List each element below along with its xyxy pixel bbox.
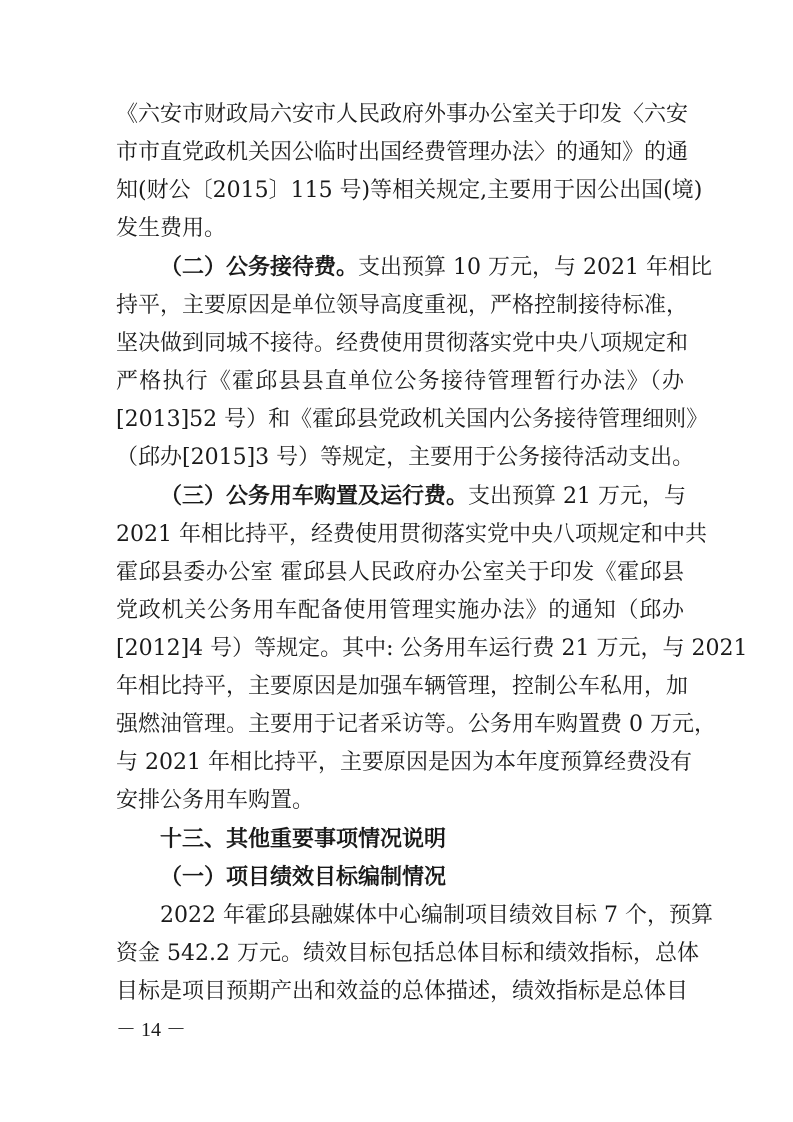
- paragraph-line: 年相比持平，主要原因是加强车辆管理，控制公车私用，加: [116, 674, 689, 699]
- paragraph-line: [2013]52 号）和《霍邱县党政机关国内公务接待管理细则》: [116, 407, 709, 432]
- paragraph-line: 目标是项目预期产出和效益的总体描述，绩效指标是总体目: [116, 979, 689, 1004]
- paragraph-line: 发生费用。: [116, 216, 227, 241]
- paragraph-line: 与 2021 年相比持平，主要原因是因为本年度预算经费没有: [116, 750, 692, 775]
- section-lead-vehicles: （三）公务用车购置及运行费。: [160, 484, 469, 509]
- section-heading: 十三、其他重要事项情况说明: [160, 827, 447, 852]
- paragraph-line: 强燃油管理。主要用于记者采访等。公务用车购置费 0 万元，: [116, 712, 716, 737]
- paragraph-text: 支出预算 21 万元，与: [468, 484, 686, 509]
- paragraph-line: 《六安市财政局六安市人民政府外事办公室关于印发〈六安: [116, 102, 689, 127]
- paragraph-first-line: [160, 478, 684, 516]
- paragraph-line: 资金 542.2 万元。绩效目标包括总体目标和绩效指标，总体: [116, 941, 699, 966]
- subsection-heading: （一）项目绩效目标编制情况: [160, 865, 447, 890]
- paragraph-first-line: [160, 249, 712, 287]
- paragraph-line: 严格执行《霍邱县县直单位公务接待管理暂行办法》（办: [116, 369, 684, 394]
- paragraph-line: 知(财公〔2015〕115 号)等相关规定,主要用于因公出国(境): [116, 178, 703, 203]
- paragraph-first-line: 2022 年霍邱县融媒体中心编制项目绩效目标 7 个，预算: [160, 903, 713, 928]
- paragraph-line: 安排公务用车购置。: [116, 788, 315, 813]
- paragraph-line: 坚决做到同城不接待。经费使用贯彻落实党中央八项规定和: [116, 331, 689, 356]
- paragraph-line: 2021 年相比持平，经费使用贯彻落实党中央八项规定和中共: [116, 522, 707, 547]
- paragraph-line: （邱办[2015]3 号）等规定，主要用于公务接待活动支出。: [116, 445, 695, 470]
- page-number: － 14 －: [116, 1019, 186, 1041]
- paragraph-line: 霍邱县委办公室 霍邱县人民政府办公室关于印发《霍邱县: [116, 560, 684, 585]
- paragraph-line: 持平，主要原因是单位领导高度重视，严格控制接待标准，: [116, 293, 689, 318]
- paragraph-text: 支出预算 10 万元，与 2021 年相比: [358, 255, 712, 280]
- section-lead-reception: （二）公务接待费。: [160, 255, 359, 280]
- paragraph-line: 党政机关公务用车配备使用管理实施办法》的通知（邱办: [116, 598, 684, 623]
- paragraph-line: 市市直党政机关因公临时出国经费管理办法〉的通知》的通: [116, 140, 689, 165]
- paragraph-line: [2012]4 号）等规定。其中: 公务用车运行费 21 万元，与 2021: [116, 636, 748, 661]
